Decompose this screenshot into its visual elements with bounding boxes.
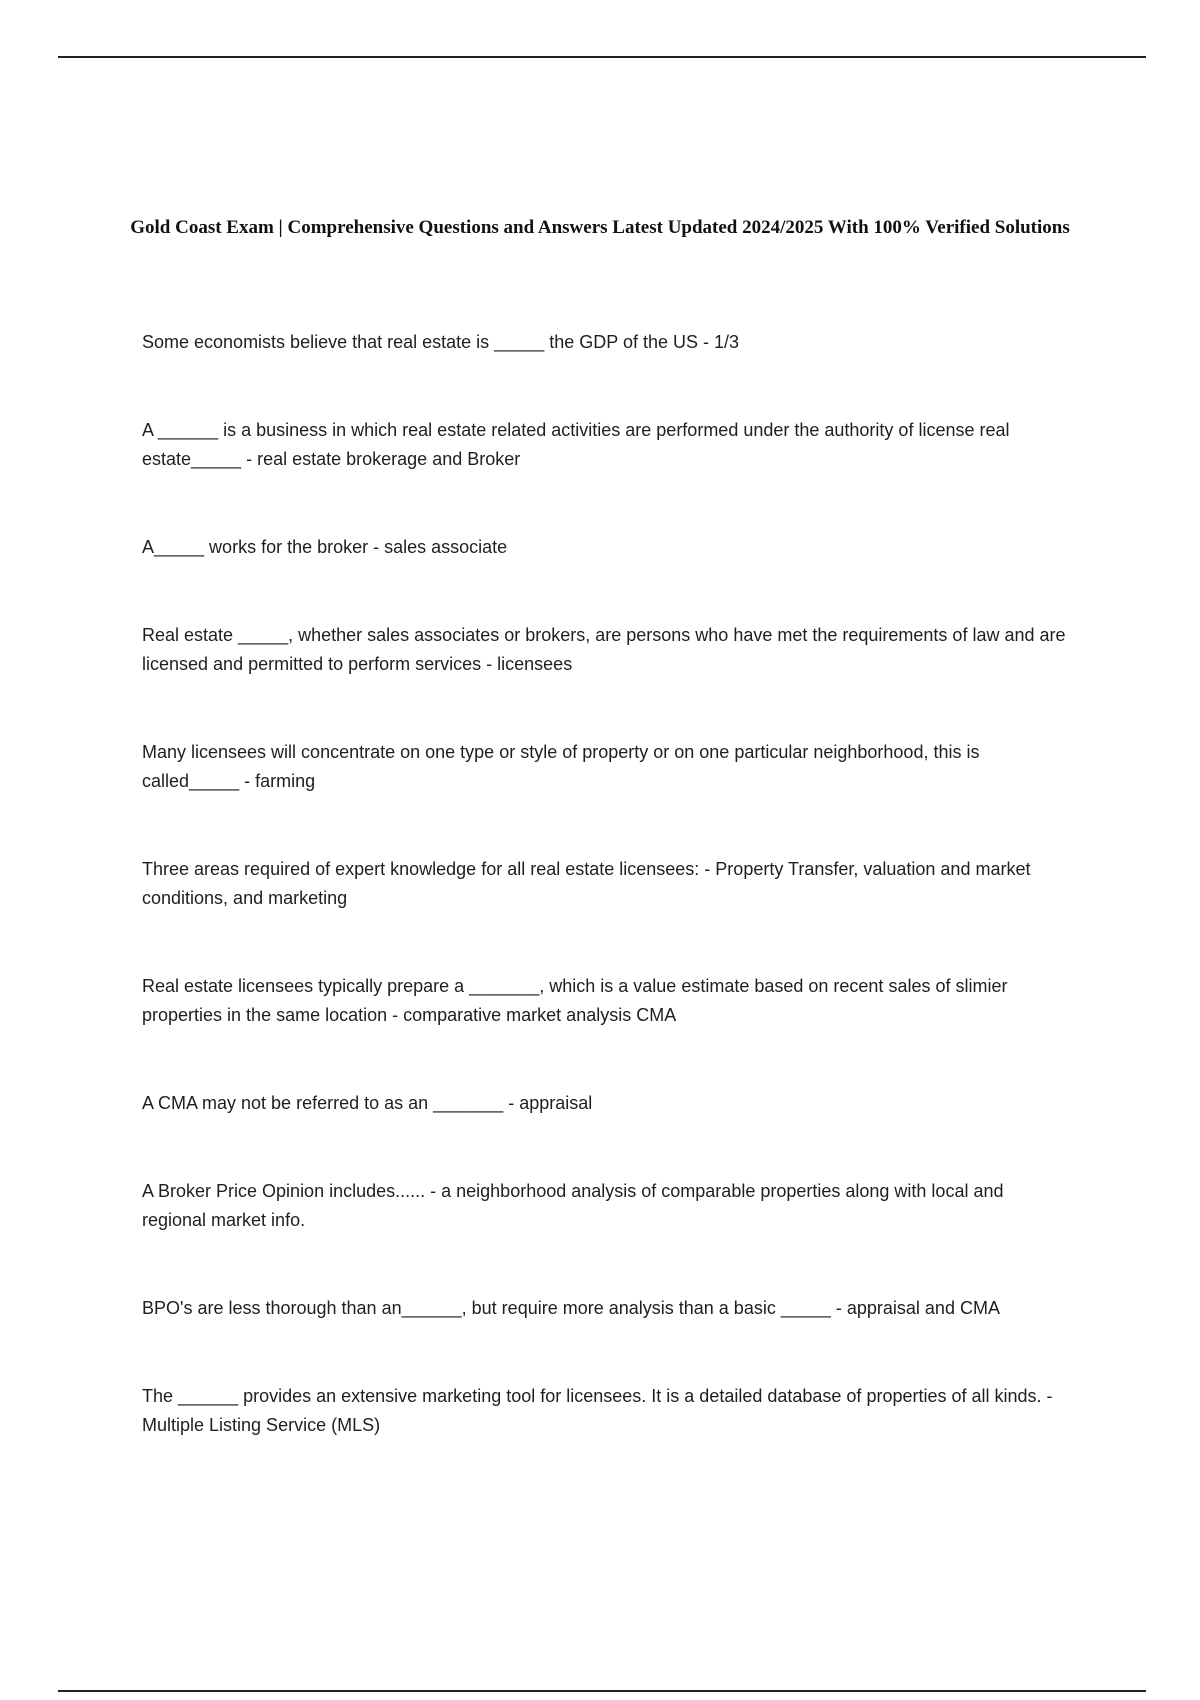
qa-item-3: A_____ works for the broker - sales associate xyxy=(142,537,508,557)
qa-item-11: The ______ provides an extensive marketing tool for licensees. It is a detailed database of properties of all kinds. - Multiple Listing Service (MLS) xyxy=(142,1386,1053,1435)
bottom-rule xyxy=(58,1690,1146,1692)
qa-item-1: Some economists believe that real estate is _____ the GDP of the US - 1/3 xyxy=(142,332,739,352)
top-rule xyxy=(58,56,1146,58)
qa-item-9: A Broker Price Opinion includes...... - a neighborhood analysis of comparable properties along with local and regional market info. xyxy=(142,1181,1004,1230)
qa-item-10: BPO's are less thorough than an______, but require more analysis than a basic _____ - appraisal and CMA xyxy=(142,1298,1000,1318)
qa-item-8: A CMA may not be referred to as an _______ - appraisal xyxy=(142,1093,593,1113)
document-title: Gold Coast Exam | Comprehensive Questions and Answers Latest Updated 2024/2025 With 100% Verified Solutions xyxy=(130,217,1070,238)
qa-item-7: Real estate licensees typically prepare a _______, which is a value estimate based on recent sales of slimier properties in the same location - comparative market analysis CMA xyxy=(142,976,1008,1025)
qa-item-4: Real estate _____, whether sales associates or brokers, are persons who have met the requirements of law and are licensed and permitted to perform services - licensees xyxy=(142,625,1066,674)
qa-item-2: A ______ is a business in which real estate related activities are performed under the authority of license real estate_____ - real estate brokerage and Broker xyxy=(142,420,1010,469)
qa-item-5: Many licensees will concentrate on one type or style of property or on one particular neighborhood, this is called_____ - farming xyxy=(142,742,980,791)
qa-item-6: Three areas required of expert knowledge for all real estate licensees: - Property Transfer, valuation and market conditions, and marketing xyxy=(142,859,1031,908)
question-answer-list xyxy=(142,328,1072,1499)
